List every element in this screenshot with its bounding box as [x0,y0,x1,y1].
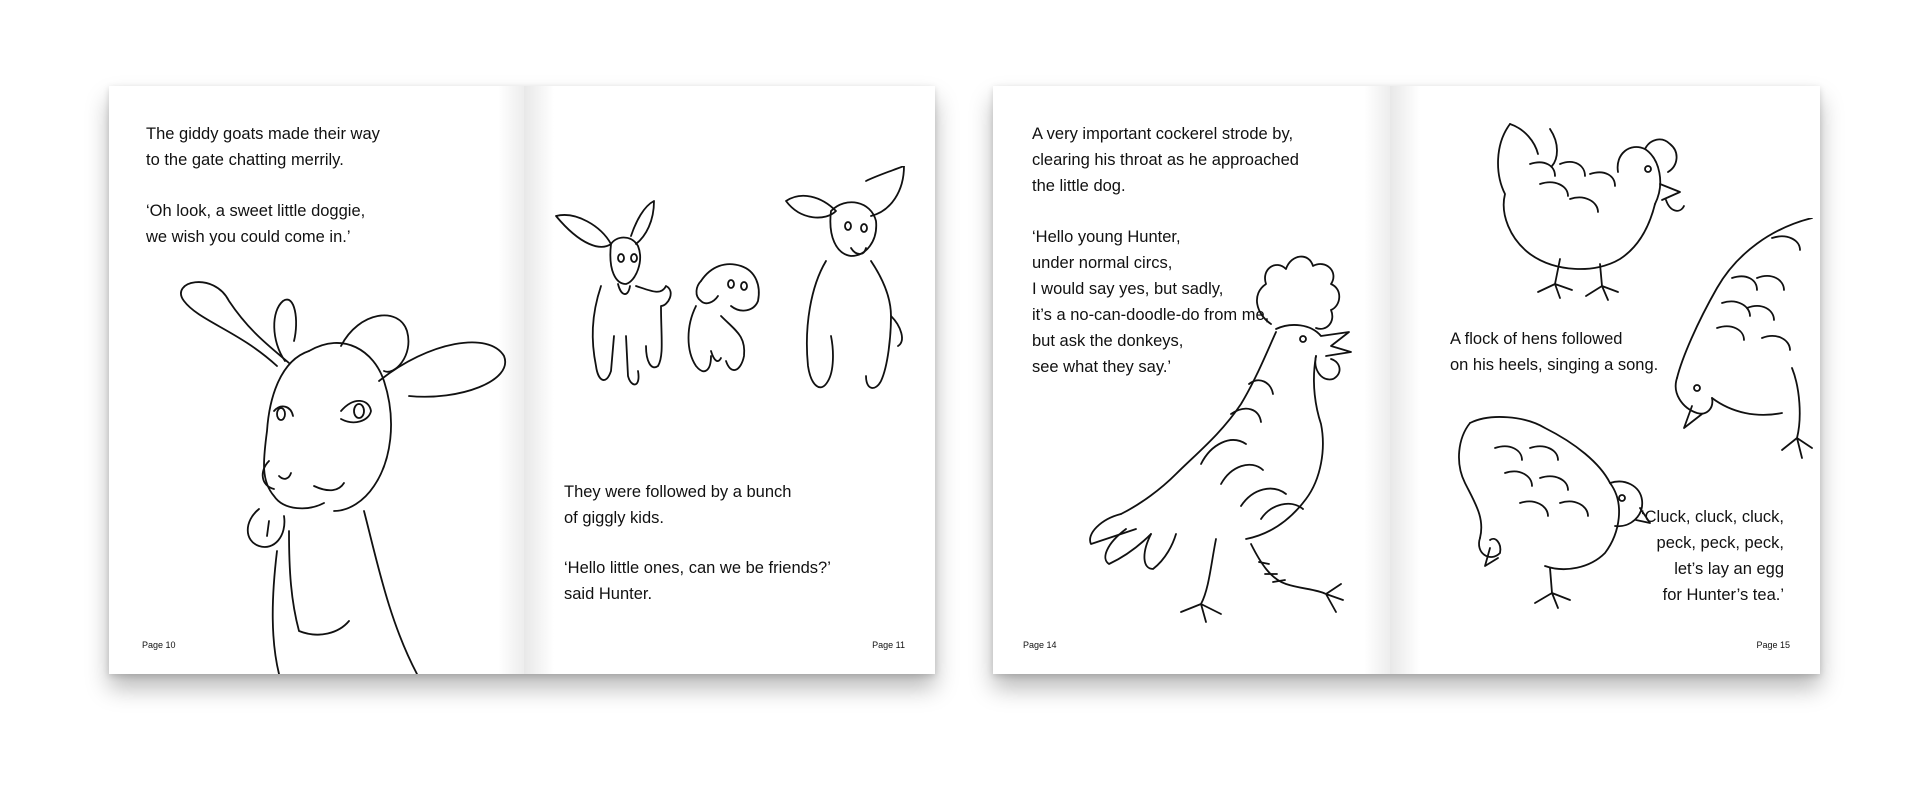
story-text-block [146,121,380,173]
story-text-block [1641,504,1784,608]
story-text-block [1032,121,1299,199]
story-line: for Hunter’s tea.’ [1662,586,1784,604]
story-text-block [146,198,365,250]
kids-illustration [536,166,926,421]
story-text-block [564,479,791,531]
hen-illustration [1450,408,1660,633]
story-line: ‘Hello young Hunter, [1032,228,1181,246]
story-line: on his heels, singing a song. [1450,356,1659,374]
goat-illustration [159,271,524,674]
hen-illustration [1662,218,1820,463]
story-line: but ask the donkeys, [1032,332,1184,350]
page-number: Page 11 [872,640,905,650]
story-line: said Hunter. [564,585,653,603]
story-line: The giddy goats made their way [146,125,380,143]
story-line: under normal circs, [1032,254,1173,272]
story-line: clearing his throat as he approached [1032,151,1299,169]
story-line: to the gate chatting merrily. [146,151,344,169]
page-11 [524,86,935,674]
page-number: Page 14 [1023,640,1057,650]
book-spread-2 [993,86,1820,674]
story-line: of giggly kids. [564,509,664,527]
page-10 [109,86,524,674]
page-number: Page 10 [142,640,176,650]
story-text-block [1450,326,1658,378]
story-line: peck, peck, peck, [1656,534,1784,552]
book-spread-1 [109,86,935,674]
page-number: Page 15 [1756,640,1790,650]
page-14 [993,86,1390,674]
story-line: it’s a no-can-doodle-do from me, [1032,306,1270,324]
page-15 [1390,86,1820,674]
story-line: we wish you could come in.’ [146,228,351,246]
story-text-block [564,555,831,607]
story-line: the little dog. [1032,177,1126,195]
story-line: They were followed by a bunch [564,483,792,501]
cockerel-illustration [1081,244,1386,629]
story-line: A flock of hens followed [1450,330,1623,348]
story-line: ‘Cluck, cluck, cluck, [1640,508,1784,526]
story-line: see what they say.’ [1032,358,1172,376]
story-line: I would say yes, but sadly, [1032,280,1224,298]
story-line: A very important cockerel strode by, [1032,125,1294,143]
story-line: ‘Hello little ones, can we be friends?’ [564,559,831,577]
story-line: let’s lay an egg [1674,560,1784,578]
story-line: ‘Oh look, a sweet little doggie, [146,202,366,220]
